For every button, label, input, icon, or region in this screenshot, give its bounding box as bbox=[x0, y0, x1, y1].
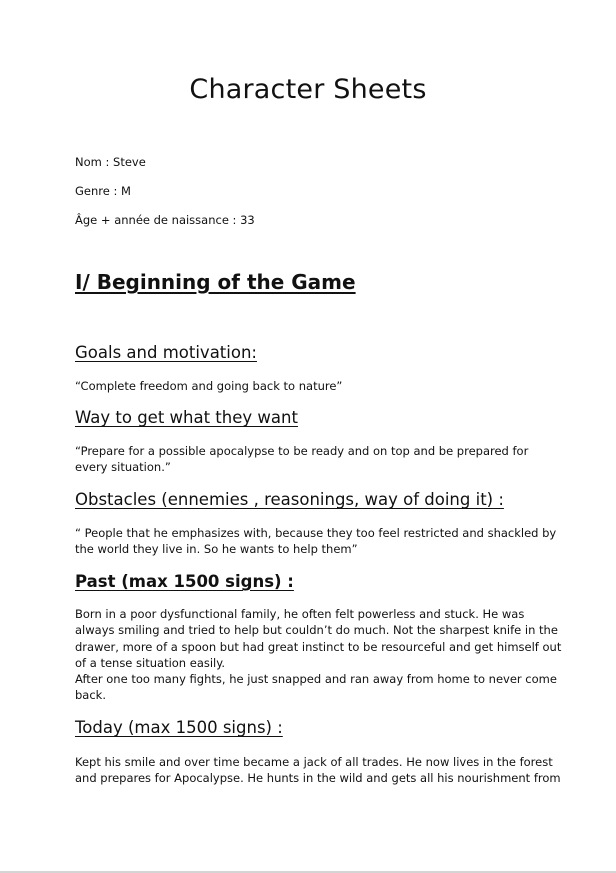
obstacles-line: “ People that he emphasizes with, because they too feel restricted and shackled by bbox=[75, 526, 557, 540]
page-title: Character Sheets bbox=[189, 74, 427, 105]
goals-heading: Goals and motivation: bbox=[75, 343, 257, 362]
past-line: After one too many fights, he just snapped and ran away from home to never come bbox=[75, 672, 557, 687]
past-line: of a tense situation easily. bbox=[75, 655, 226, 670]
past-line: Born in a poor dysfunctional family, he often felt powerless and stuck. He was bbox=[75, 607, 525, 621]
goals-line: “Complete freedom and going back to nature” bbox=[75, 379, 343, 393]
way-heading: Way to get what they want bbox=[75, 408, 298, 427]
today-line: Kept his smile and over time became a jack of all trades. He now lives in the forest bbox=[75, 755, 553, 769]
field-genre: Genre : M bbox=[75, 184, 131, 198]
way-text bbox=[75, 443, 545, 476]
past-line: always smiling and tried to help but couldn’t do much. Not the sharpest knife in the bbox=[75, 623, 558, 638]
way-line: every situation.” bbox=[75, 460, 171, 475]
past-text bbox=[75, 606, 562, 704]
obstacles-heading: Obstacles (ennemies , reasonings, way of doing it) : bbox=[75, 490, 504, 509]
today-heading: Today (max 1500 signs) : bbox=[75, 718, 283, 737]
field-nom: Nom : Steve bbox=[75, 155, 146, 169]
field-age: Âge + année de naissance : 33 bbox=[75, 213, 255, 227]
obstacles-line: the world they live in. So he wants to help them” bbox=[75, 542, 358, 557]
today-line: and prepares for Apocalypse. He hunts in the wild and gets all his nourishment from bbox=[75, 771, 561, 786]
way-line: “Prepare for a possible apocalypse to be ready and on top and be prepared for bbox=[75, 444, 529, 458]
obstacles-text bbox=[75, 525, 557, 558]
past-line: back. bbox=[75, 688, 106, 703]
section-heading: I/ Beginning of the Game bbox=[75, 270, 356, 294]
today-text bbox=[75, 754, 561, 787]
past-heading: Past (max 1500 signs) : bbox=[75, 572, 294, 591]
past-line: drawer, more of a spoon but had great instinct to be resourceful and get himself out bbox=[75, 639, 562, 654]
goals-text bbox=[75, 378, 545, 394]
